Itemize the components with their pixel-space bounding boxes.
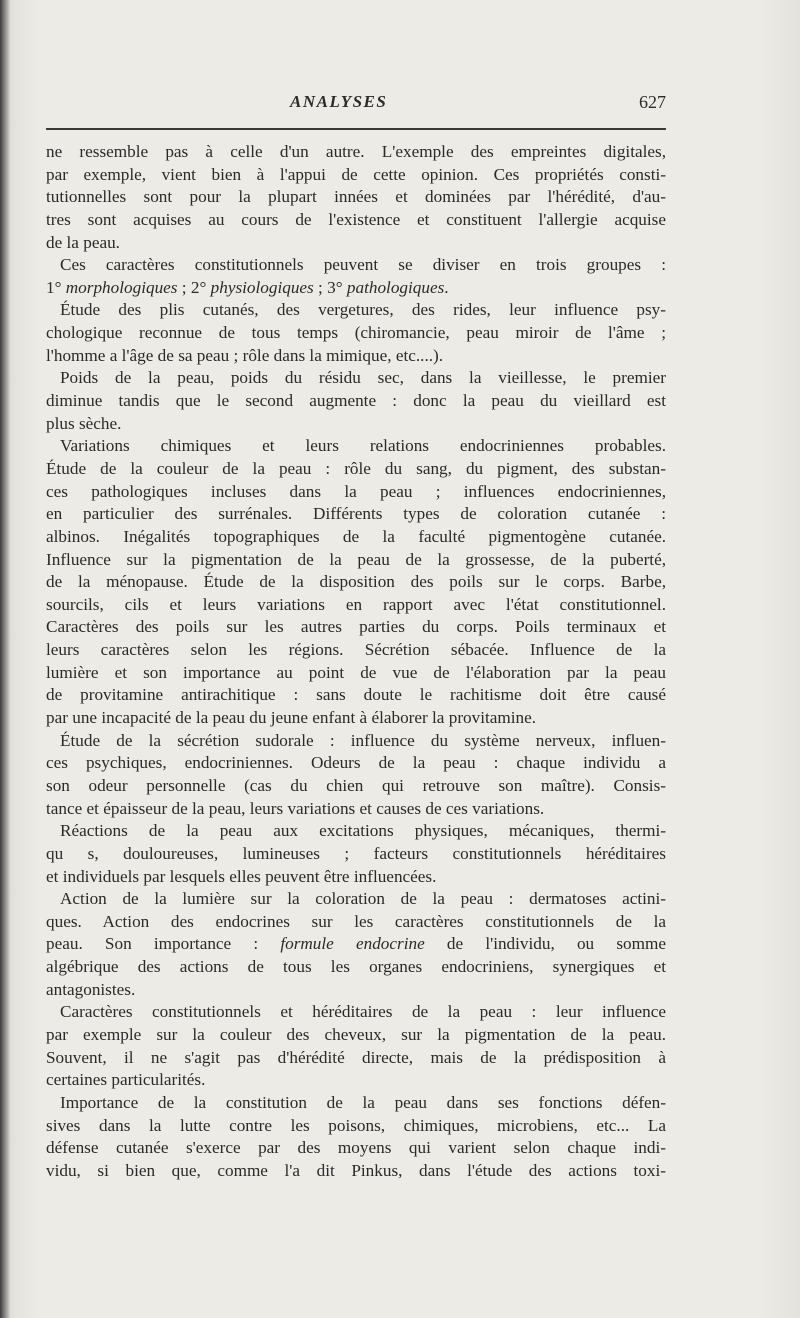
text-line: Variations chimiques et leurs relations endocriniennes probables. <box>60 436 666 456</box>
text-line: certaines particularités. <box>46 1070 206 1090</box>
body-text <box>46 141 666 1182</box>
text-line: Étude des plis cutanés, des vergetures, des rides, leur influence psy- <box>60 300 666 320</box>
text-line: diminue tandis que le second augmente : donc la peau du vieillard est <box>46 391 666 411</box>
formula-term: formule endocrine <box>280 934 425 954</box>
text-line: ne ressemble pas à celle d'un autre. L'exemple des empreintes digitales, <box>46 142 666 161</box>
page-header <box>46 92 666 116</box>
text-line: ces pathologiques incluses dans la peau ; influences endocriniennes, <box>46 481 666 501</box>
text-line: Étude de la couleur de la peau : rôle du sang, du pigment, des substan- <box>46 458 666 478</box>
text-line: Réactions de la peau aux excitations physiques, mécaniques, thermi- <box>60 821 666 841</box>
header-rule <box>46 128 666 130</box>
text-line <box>46 277 666 300</box>
numbered-groups: 1° morphologiques ; 2° physiologiques ; 3° pathologiques. <box>46 277 449 297</box>
text-line: défense cutanée s'exerce par des moyens qui varient selon chaque indi- <box>46 1138 666 1158</box>
group-1-label: morphologiques <box>65 277 178 297</box>
group-1-number: 1° <box>46 277 66 297</box>
text-line: de provitamine antirachitique : sans doute le rachitisme doit être causé <box>46 685 666 705</box>
text-line: par exemple sur la couleur des cheveux, sur la pigmentation de la peau. <box>46 1024 666 1044</box>
text-line: en particulier des surrénales. Différents types de coloration cutanée : <box>46 504 666 524</box>
text-line: Étude de la sécrétion sudorale : influence du système nerveux, influen- <box>60 730 666 750</box>
group-3-label: pathologiques <box>346 277 445 297</box>
text-line: tance et épaisseur de la peau, leurs variations et causes de ces variations. <box>46 798 545 818</box>
book-binding-edge <box>0 0 10 1318</box>
page-number: 627 <box>639 92 666 112</box>
text-line: l'homme a l'âge de sa peau ; rôle dans la mimique, etc....). <box>46 345 444 365</box>
text-line: tutionnelles sont pour la plupart innées et dominées par l'hérédité, d'au- <box>46 187 666 207</box>
text-line: sourcils, cils et leurs variations en rapport avec l'état constitutionnel. <box>46 594 666 614</box>
text-line: Ces caractères constitutionnels peuvent se diviser en trois groupes : <box>60 255 666 275</box>
text-line: algébrique des actions de tous les organes endocriniens, synergiques et <box>46 957 666 977</box>
group-2-label: physiologiques <box>210 277 314 297</box>
text-line: Importance de la constitution de la peau dans ses fonctions défen- <box>60 1092 666 1112</box>
text-line: et individuels par lesquels elles peuvent être influencées. <box>46 866 437 886</box>
text-line: lumière et son importance au point de vue de l'élaboration par la peau <box>46 662 666 682</box>
running-title: ANALYSES <box>290 92 388 111</box>
text-line: par exemple, vient bien à l'appui de cette opinion. Ces propriétés consti- <box>46 164 666 184</box>
text-line: plus sèche. <box>46 413 122 433</box>
text-line: Poids de la peau, poids du résidu sec, dans la vieillesse, le premier <box>60 368 666 388</box>
text-line: tres sont acquises au cours de l'existence et constituent l'allergie acquise <box>46 209 666 229</box>
text-line: ques. Action des endocrines sur les caractères constitutionnels de la <box>46 911 666 931</box>
text-line: sives dans la lutte contre les poisons, chimiques, microbiens, etc... La <box>46 1115 666 1135</box>
text-line: Influence sur la pigmentation de la peau de la grossesse, de la puberté, <box>46 549 666 569</box>
formula-sentence: peau. Son importance : formule endocrine de l'individu, ou somme <box>46 934 666 954</box>
text-line: leurs caractères selon les régions. Sécrétion sébacée. Influence de la <box>46 640 666 660</box>
text-line: son odeur personnelle (cas du chien qui retrouve son maître). Consis- <box>46 775 666 795</box>
text-line: de la peau. <box>46 232 120 252</box>
text-line: antagonistes. <box>46 979 136 999</box>
text-line: ces psychiques, endocriniennes. Odeurs de la peau : chaque individu a <box>46 753 666 773</box>
text-line: qu s, douloureuses, lumineuses ; facteurs constitutionnels héréditaires <box>46 843 666 863</box>
text-line: Action de la lumière sur la coloration de la peau : dermatoses actini- <box>60 889 666 909</box>
text-line: par une incapacité de la peau du jeune enfant à élaborer la provitamine. <box>46 708 537 728</box>
text-line: vidu, si bien que, comme l'a dit Pinkus, dans l'étude des actions toxi- <box>46 1160 666 1180</box>
text-line: de la ménopause. Étude de la disposition des poils sur le corps. Barbe, <box>46 572 666 592</box>
text-line: albinos. Inégalités topographiques de la faculté pigmentogène cutanée. <box>46 526 666 546</box>
text-line: Caractères des poils sur les autres parties du corps. Poils terminaux et <box>46 617 666 637</box>
text-line <box>46 933 666 956</box>
text-line: Souvent, il ne s'agit pas d'hérédité directe, mais de la prédisposition à <box>46 1047 666 1067</box>
text-line: chologique reconnue de tous temps (chiromancie, peau miroir de l'âme ; <box>46 323 666 343</box>
text-line: Caractères constitutionnels et héréditaires de la peau : leur influence <box>60 1002 666 1022</box>
